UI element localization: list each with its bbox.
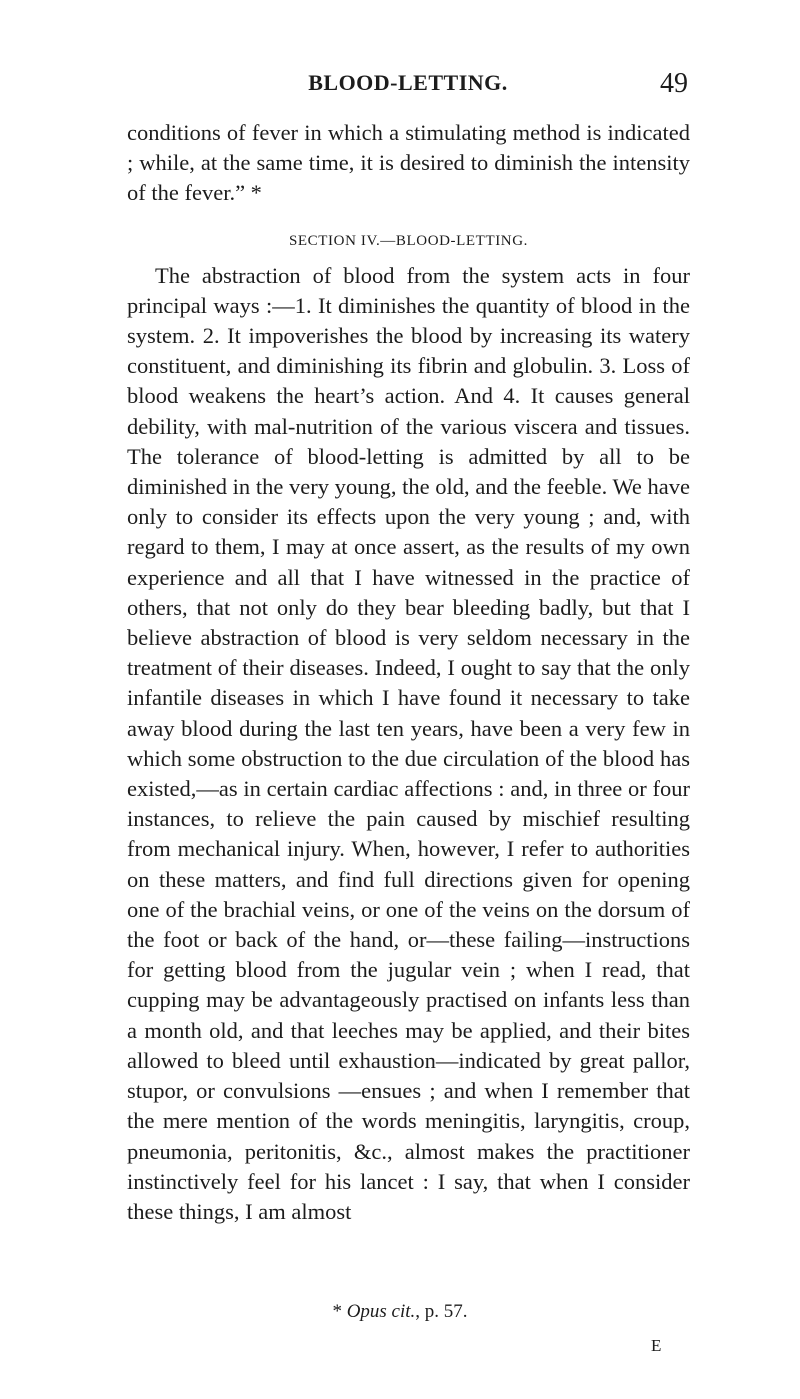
body-text: [127, 118, 690, 1227]
continuation-paragraph: conditions of fever in which a stimulating method is indicated ; while, at the same time, it is desired to diminish the intensity of the fever.” *: [127, 120, 690, 206]
footnote-work: Opus cit.: [346, 1301, 416, 1322]
footnote-marker: *: [332, 1301, 347, 1322]
page-number: 49: [660, 68, 688, 99]
running-title: BLOOD-LETTING.: [308, 70, 508, 95]
footnote: [0, 1301, 800, 1323]
section-heading: SECTION IV.—BLOOD-LETTING.: [288, 232, 529, 249]
page-header: [128, 70, 688, 100]
signature-mark: E: [651, 1336, 662, 1355]
main-paragraph: The abstraction of blood from the system acts in four principal ways :—1. It diminishes the quantity of blood in the system. 2. It impoverishes the blood by increasing its watery constituent, and diminishing its fibrin and globulin. 3. Loss of blood weakens the heart’s action. And 4. It causes general debility, with mal-nutrition of the various viscera and tissues. The tolerance of blood-letting is admitted by all to be diminished in the very young, the old, and the feeble. We have only to consider its effects upon the very young ; and, with regard to them, I may at once assert, as the results of my own experience and all that I have witnessed in the practice of others, that not only do they bear bleeding badly, but that I believe abstraction of blood is very seldom necessary in the treatment of their diseases. Indeed, I ought to say that the only infantile diseases in which I have found it necessary to take away blood during the last ten years, have been a very few in which some obstruction to the due circulation of the blood has existed,—as in certain cardiac affections : and, in three or four instances, to relieve the pain caused by mischief resulting from mechanical injury. When, however, I refer to authorities on these matters, and find full directions given for opening one of the brachial veins, or one of the veins on the dorsum of the foot or back of the hand, or—these failing—instructions for getting blood from the jugular vein ; when I read, that cupping may be advantageously practised on infants less than a month old, and that leeches may be applied, and their bites allowed to bleed until exhaustion—indicated by great pallor, stupor, or convulsions —ensues ; and when I remember that the mere mention of the words meningitis, laryngitis, croup, pneumonia, peritonitis, &c., almost makes the practitioner instinctively feel for his lancet : I say, that when I consider these things, I am almost: [127, 262, 690, 1224]
footnote-page-ref: , p. 57.: [415, 1301, 468, 1322]
